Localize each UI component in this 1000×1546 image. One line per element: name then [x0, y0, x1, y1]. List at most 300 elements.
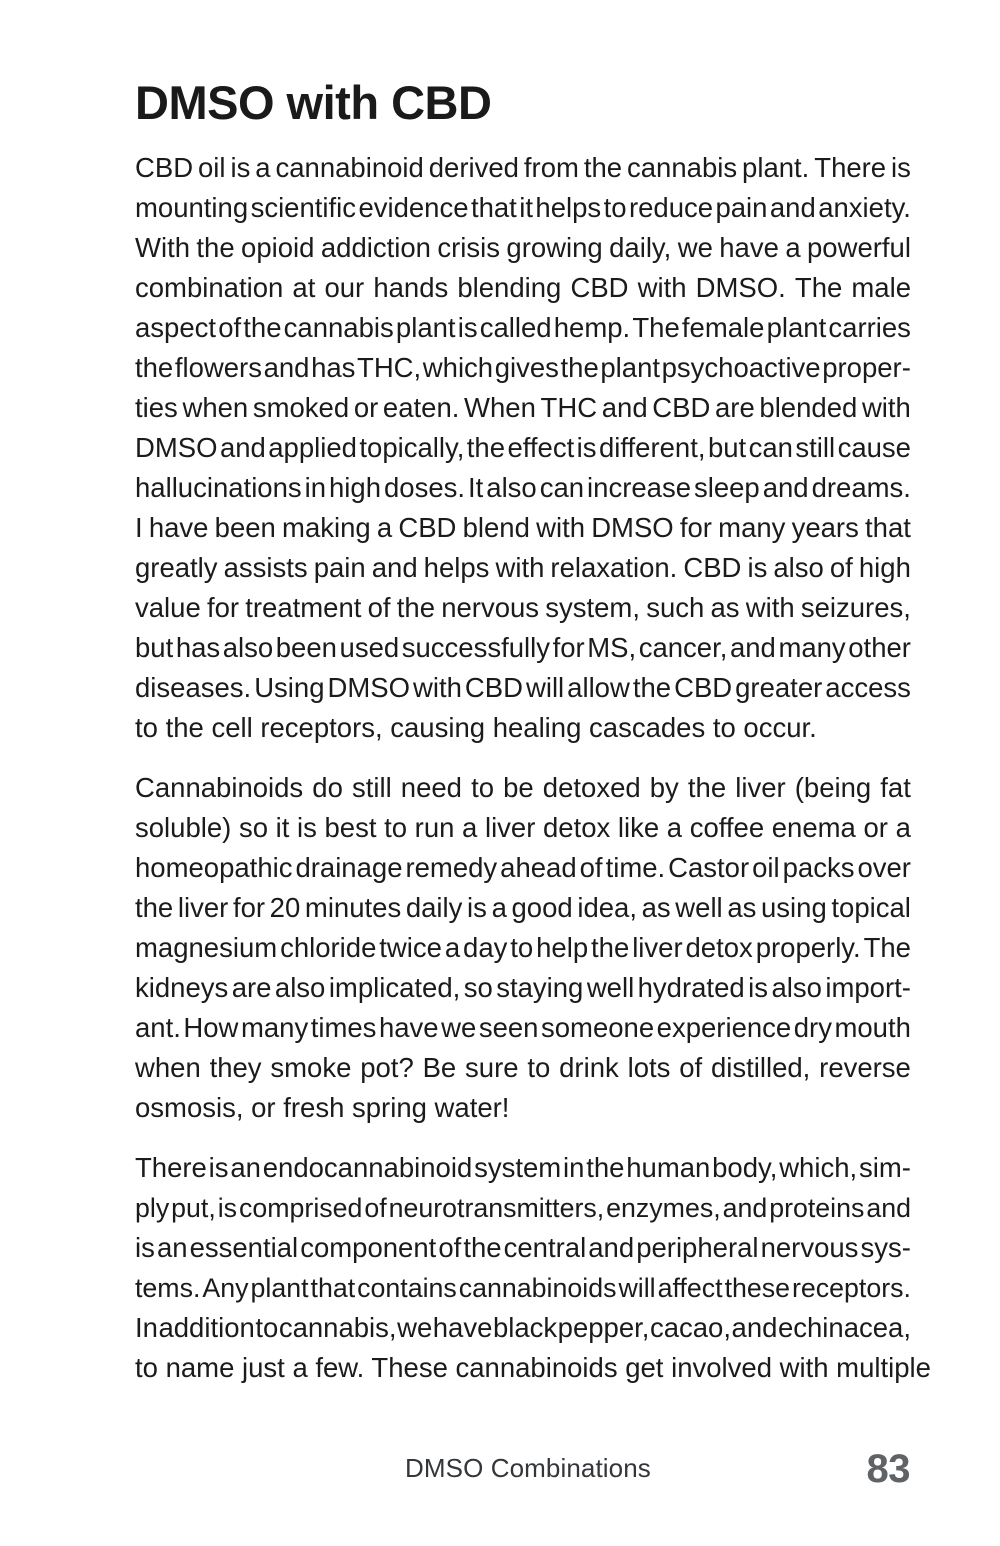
text-word: sure — [465, 1051, 519, 1083]
text-line — [135, 1228, 911, 1268]
text-word: topically, — [359, 431, 465, 463]
text-word: hallucinations — [135, 471, 302, 503]
text-word: with — [413, 671, 462, 703]
text-word: our — [324, 271, 365, 303]
text-word: the — [396, 591, 435, 623]
text-word: magnesium — [135, 931, 278, 963]
text-word: topical — [831, 891, 911, 923]
text-word: addiction — [320, 231, 431, 263]
text-word: with — [637, 271, 687, 303]
text-word: for — [552, 631, 585, 663]
text-word: flowers — [174, 351, 262, 383]
text-word: detox — [685, 931, 753, 963]
text-word: the — [466, 431, 506, 463]
text-word: With — [135, 231, 190, 263]
text-word: In — [135, 1311, 158, 1343]
text-word: many — [778, 631, 846, 663]
text-word: different, — [598, 431, 706, 463]
text-word: but — [707, 431, 747, 463]
text-word: black — [492, 1311, 558, 1343]
text-word: minutes — [304, 891, 402, 923]
text-word: enema — [771, 811, 856, 843]
text-word: and — [762, 471, 809, 503]
page-footer — [135, 1447, 910, 1499]
text-word: in — [562, 1151, 585, 1183]
text-word: dry — [793, 1011, 832, 1043]
text-word: with — [861, 391, 911, 423]
text-word: when — [135, 1051, 201, 1083]
text-word: successfully — [401, 631, 550, 663]
text-word: endocannabinoid — [262, 1151, 473, 1183]
text-word: the — [560, 351, 599, 383]
text-word: aspect — [135, 311, 217, 343]
text-word: staying — [496, 971, 584, 1003]
text-word: still — [795, 431, 836, 463]
text-word: using — [761, 891, 827, 923]
text-word: pot? — [360, 1051, 414, 1083]
text-word: of — [829, 551, 853, 583]
text-word: which — [422, 351, 494, 383]
text-word: and — [769, 191, 816, 223]
text-word: to — [603, 191, 627, 223]
text-word: blend — [462, 511, 530, 543]
text-word: mounting — [135, 191, 249, 223]
text-word: derived — [428, 151, 519, 183]
text-word: have — [719, 231, 779, 263]
text-word: neurotransmitters, — [388, 1192, 605, 1223]
text-word: a — [666, 811, 683, 843]
text-word: that — [865, 511, 911, 543]
text-word: There — [135, 1151, 207, 1183]
text-word: oil — [752, 851, 780, 883]
text-word: CBD — [570, 271, 629, 303]
text-word: for — [206, 591, 240, 623]
text-word: as — [727, 891, 757, 923]
text-word: can — [748, 431, 793, 463]
text-word: soluble) — [135, 811, 232, 843]
text-word: central — [503, 1231, 587, 1263]
text-word: liver — [484, 811, 536, 843]
text-word: is — [747, 551, 768, 583]
page-content — [135, 0, 931, 1388]
text-word: good — [511, 891, 573, 923]
text-word: we — [441, 1011, 477, 1043]
text-word: There — [814, 151, 887, 183]
text-line — [135, 228, 911, 268]
text-word: other — [848, 631, 911, 663]
text-line — [135, 1048, 911, 1088]
text-word: so — [463, 971, 493, 1003]
text-word: 20 — [269, 891, 301, 923]
text-word: the — [135, 351, 174, 383]
text-word: with — [536, 511, 585, 543]
text-word: assists — [223, 551, 308, 583]
text-word: is — [217, 1192, 238, 1223]
text-word: the — [196, 231, 235, 263]
text-word: carries — [828, 311, 911, 343]
text-word: and — [729, 631, 776, 663]
text-word: oil — [198, 151, 226, 183]
text-word: sleep — [693, 471, 760, 503]
text-word: cannabis — [627, 151, 738, 183]
text-line — [135, 1088, 911, 1128]
paragraph-2 — [135, 768, 911, 1128]
text-word: cannabis, — [278, 1311, 397, 1343]
text-word: psychoactive — [661, 351, 821, 383]
text-word: making — [282, 511, 371, 543]
text-line — [135, 848, 911, 888]
text-word: the — [586, 1151, 625, 1183]
text-word: Be — [422, 1051, 457, 1083]
text-word: put, — [171, 1192, 216, 1223]
running-head: DMSO Combinations — [405, 1453, 651, 1483]
text-line — [135, 428, 911, 468]
text-word: male — [851, 271, 911, 303]
text-word: still — [351, 771, 392, 803]
text-word: a — [255, 151, 271, 183]
page-title: DMSO with CBD — [135, 76, 492, 129]
text-word: eaten. — [382, 391, 460, 423]
text-word: human — [626, 1151, 711, 1183]
text-word: enzymes, — [606, 1192, 721, 1223]
text-word: seizures, — [800, 591, 911, 623]
text-word: is — [230, 151, 251, 183]
text-word: helps — [535, 191, 602, 223]
text-word: by — [649, 771, 679, 803]
text-word: time. — [605, 851, 666, 883]
text-word: peripheral — [636, 1231, 759, 1263]
text-word: experience — [656, 1011, 792, 1043]
text-word: gives — [494, 351, 559, 383]
text-word: when — [182, 391, 249, 423]
text-word: helps — [423, 551, 490, 583]
text-line — [135, 668, 911, 708]
text-word: been — [214, 511, 276, 543]
text-word: and — [731, 1311, 778, 1343]
text-word: receptors. — [792, 1272, 911, 1303]
text-word: is — [748, 971, 768, 1003]
text-word: THC — [540, 391, 598, 423]
text-word: How — [183, 1011, 239, 1043]
text-word: the — [632, 671, 672, 703]
text-word: the — [687, 771, 727, 803]
text-word: plant — [250, 1272, 309, 1303]
text-line — [135, 708, 911, 748]
text-word: with — [495, 551, 545, 583]
text-word: increase — [587, 471, 691, 503]
text-word: kidneys — [135, 971, 229, 1003]
text-line — [135, 148, 911, 188]
text-word: Any — [202, 1272, 249, 1303]
text-word: implicated, — [328, 971, 461, 1003]
text-word: we — [677, 231, 713, 263]
text-line — [135, 508, 911, 548]
text-word: as — [641, 891, 671, 923]
text-word: CBD — [464, 671, 523, 703]
text-word: they — [209, 1051, 262, 1083]
text-word: Using — [254, 671, 325, 703]
text-word: will — [618, 1272, 656, 1303]
text-word: daily — [405, 891, 463, 923]
text-word: blended — [759, 391, 858, 423]
text-word: effect — [507, 431, 575, 463]
text-word: like — [617, 811, 660, 843]
paragraph-1 — [135, 148, 911, 748]
text-word: blending — [457, 271, 562, 303]
text-word: cannabinoids — [458, 1272, 617, 1303]
text-word: an — [156, 1231, 188, 1263]
text-word: CBD — [683, 551, 742, 583]
text-word: anxiety. — [818, 191, 911, 223]
text-line — [135, 188, 911, 228]
text-word: such — [646, 591, 705, 623]
text-word: or — [863, 811, 888, 843]
text-word: Castor — [668, 851, 750, 883]
text-word: a — [491, 891, 507, 923]
text-word: greatly — [135, 551, 218, 583]
text-word: be — [503, 771, 534, 803]
text-line — [135, 348, 911, 388]
text-word: It — [468, 471, 484, 503]
text-word: DMSO — [591, 511, 674, 543]
text-word: from — [523, 151, 579, 183]
text-word: value — [135, 591, 201, 623]
text-word: cacao, — [649, 1311, 731, 1343]
text-word: daily, — [609, 231, 672, 263]
text-word: proper- — [822, 351, 911, 383]
text-word: The — [863, 931, 911, 963]
text-word: doses. — [384, 471, 466, 503]
text-word: it — [275, 811, 290, 843]
text-word: liver — [177, 891, 229, 923]
text-word: Cannabinoids — [135, 771, 304, 803]
text-word: allow — [567, 671, 630, 703]
text-word: but — [135, 631, 174, 663]
text-word: properly. — [755, 931, 861, 963]
text-word: plant. — [742, 151, 810, 183]
text-word: of — [364, 1192, 387, 1223]
text-word: of — [438, 1231, 462, 1263]
text-word: for — [232, 891, 266, 923]
text-word: many — [240, 1011, 309, 1043]
text-word: The — [794, 271, 843, 303]
text-word: as — [710, 591, 740, 623]
text-word: smoke — [270, 1051, 352, 1083]
text-word: in — [304, 471, 327, 503]
text-word: ties — [135, 391, 178, 423]
text-word: idea, — [577, 891, 637, 923]
text-word: will — [525, 671, 565, 703]
text-word: is — [135, 1231, 155, 1263]
text-word: which, — [779, 1151, 858, 1183]
text-word: detox — [543, 811, 611, 843]
text-word: sim- — [858, 1151, 911, 1183]
text-word: and — [371, 551, 418, 583]
text-word: are — [231, 971, 272, 1003]
text-word: to — [510, 931, 534, 963]
text-line — [135, 548, 911, 588]
text-word: has — [175, 631, 221, 663]
text-word: distilled, — [710, 1051, 811, 1083]
text-word: used — [339, 631, 400, 663]
text-word: to name just a few. These cannabinoids get involved with multiple — [135, 1351, 931, 1383]
text-word: import- — [825, 971, 911, 1003]
text-word: the — [243, 311, 282, 343]
body-text — [135, 148, 931, 1388]
text-word: also — [486, 471, 537, 503]
text-word: nervous — [441, 591, 540, 623]
text-word: osmosis, or fresh spring water! — [135, 1091, 510, 1123]
text-word: affect — [657, 1272, 723, 1303]
text-word: also — [771, 971, 822, 1003]
text-word: component — [300, 1231, 437, 1263]
text-word: called — [479, 311, 552, 343]
text-word: are — [715, 391, 755, 423]
text-line — [135, 1008, 911, 1048]
text-word: packs — [782, 851, 855, 883]
text-word: of — [367, 591, 391, 623]
text-word: high — [858, 551, 911, 583]
text-word: also — [773, 551, 824, 583]
text-word: at — [292, 271, 316, 303]
text-line — [135, 1148, 911, 1188]
text-word: years — [791, 511, 859, 543]
text-word: comprised — [239, 1192, 363, 1223]
text-word: these — [724, 1272, 791, 1303]
text-word: need — [400, 771, 462, 803]
text-word: a — [376, 511, 393, 543]
text-word: contains — [357, 1272, 457, 1303]
text-word: diseases. — [135, 671, 252, 703]
text-word: and — [219, 431, 266, 463]
text-word: THC, — [357, 351, 422, 383]
text-word: greater — [735, 671, 823, 703]
text-word: DMSO. — [695, 271, 786, 303]
text-word: female — [681, 311, 765, 343]
text-line — [135, 928, 911, 968]
text-word: remedy — [405, 851, 498, 883]
text-word: dreams. — [811, 471, 911, 503]
text-word: well — [586, 971, 635, 1003]
text-word: seen — [478, 1011, 539, 1043]
text-word: with — [745, 591, 795, 623]
text-word: is — [467, 891, 487, 923]
text-word: DMSO — [135, 431, 218, 463]
text-word: liver — [632, 931, 683, 963]
text-word: also — [222, 631, 274, 663]
text-word: and — [601, 391, 648, 423]
text-line — [135, 888, 911, 928]
text-line — [135, 768, 911, 808]
text-word: is — [296, 811, 317, 843]
text-word: can — [539, 471, 585, 503]
text-word: scientific — [250, 191, 357, 223]
text-word: detoxed — [542, 771, 641, 803]
text-word: have — [432, 1311, 493, 1343]
text-word: proteins — [769, 1192, 865, 1223]
text-word: system — [474, 1151, 562, 1183]
text-word: a — [444, 931, 461, 963]
text-line — [135, 388, 911, 428]
text-word: ahead — [500, 851, 577, 883]
text-word: sys- — [860, 1231, 911, 1263]
text-word: plant — [600, 351, 661, 383]
text-word: homeopathic — [135, 851, 293, 883]
text-word: addition — [158, 1311, 255, 1343]
text-word: to — [527, 1051, 551, 1083]
text-word: that — [310, 1272, 356, 1303]
text-word: is — [891, 151, 911, 183]
text-word: the — [135, 891, 174, 923]
text-word: is — [457, 311, 478, 343]
text-word: DMSO — [327, 671, 410, 703]
text-word: and — [722, 1192, 768, 1223]
text-word: so — [238, 811, 268, 843]
text-word: is — [576, 431, 597, 463]
paragraph-3 — [135, 1148, 931, 1388]
text-word: of — [218, 311, 242, 343]
text-word: is — [208, 1151, 229, 1183]
text-word: have — [378, 1011, 439, 1043]
text-word: or — [353, 391, 379, 423]
text-word: and — [263, 351, 310, 383]
text-word: echinacea, — [777, 1311, 911, 1343]
text-word: pain — [313, 551, 366, 583]
text-word: reduce — [628, 191, 714, 223]
text-word: growing — [506, 231, 603, 263]
text-word: hydrated — [637, 971, 745, 1003]
text-word: plant — [766, 311, 827, 343]
text-word: CBD — [398, 511, 457, 543]
text-word: CBD — [652, 391, 711, 423]
text-word: we — [397, 1311, 433, 1343]
text-word: ply — [135, 1192, 170, 1223]
text-word: plant — [395, 311, 456, 343]
text-word: twice — [379, 931, 442, 963]
text-word: powerful — [807, 231, 911, 263]
text-word: MS, — [587, 631, 637, 663]
text-word: essential — [189, 1231, 299, 1263]
text-word: run — [414, 811, 455, 843]
text-word: to — [384, 811, 408, 843]
text-word: has — [311, 351, 356, 383]
text-word: cannabis — [283, 311, 394, 343]
text-word: hands — [373, 271, 449, 303]
text-word: cause — [837, 431, 911, 463]
text-word: pain — [715, 191, 768, 223]
text-word: have — [148, 511, 209, 543]
text-word: best — [324, 811, 377, 843]
text-word: opioid — [241, 231, 315, 263]
text-word: fat — [880, 771, 911, 803]
text-word: When — [464, 391, 536, 423]
text-word: hemp. — [553, 311, 631, 343]
text-word: drink — [559, 1051, 619, 1083]
text-word: to — [255, 1311, 279, 1343]
text-word: system, — [545, 591, 640, 623]
text-line — [135, 468, 911, 508]
text-word: applied — [268, 431, 357, 463]
text-word: CBD — [135, 151, 194, 183]
text-line — [135, 268, 911, 308]
text-line — [135, 1348, 931, 1388]
page-number: 83 — [866, 1447, 910, 1491]
text-word: relaxation. — [550, 551, 678, 583]
text-word: to — [471, 771, 495, 803]
text-word: an — [230, 1151, 261, 1183]
text-word: tems. — [135, 1272, 201, 1303]
text-word: a — [785, 231, 801, 263]
